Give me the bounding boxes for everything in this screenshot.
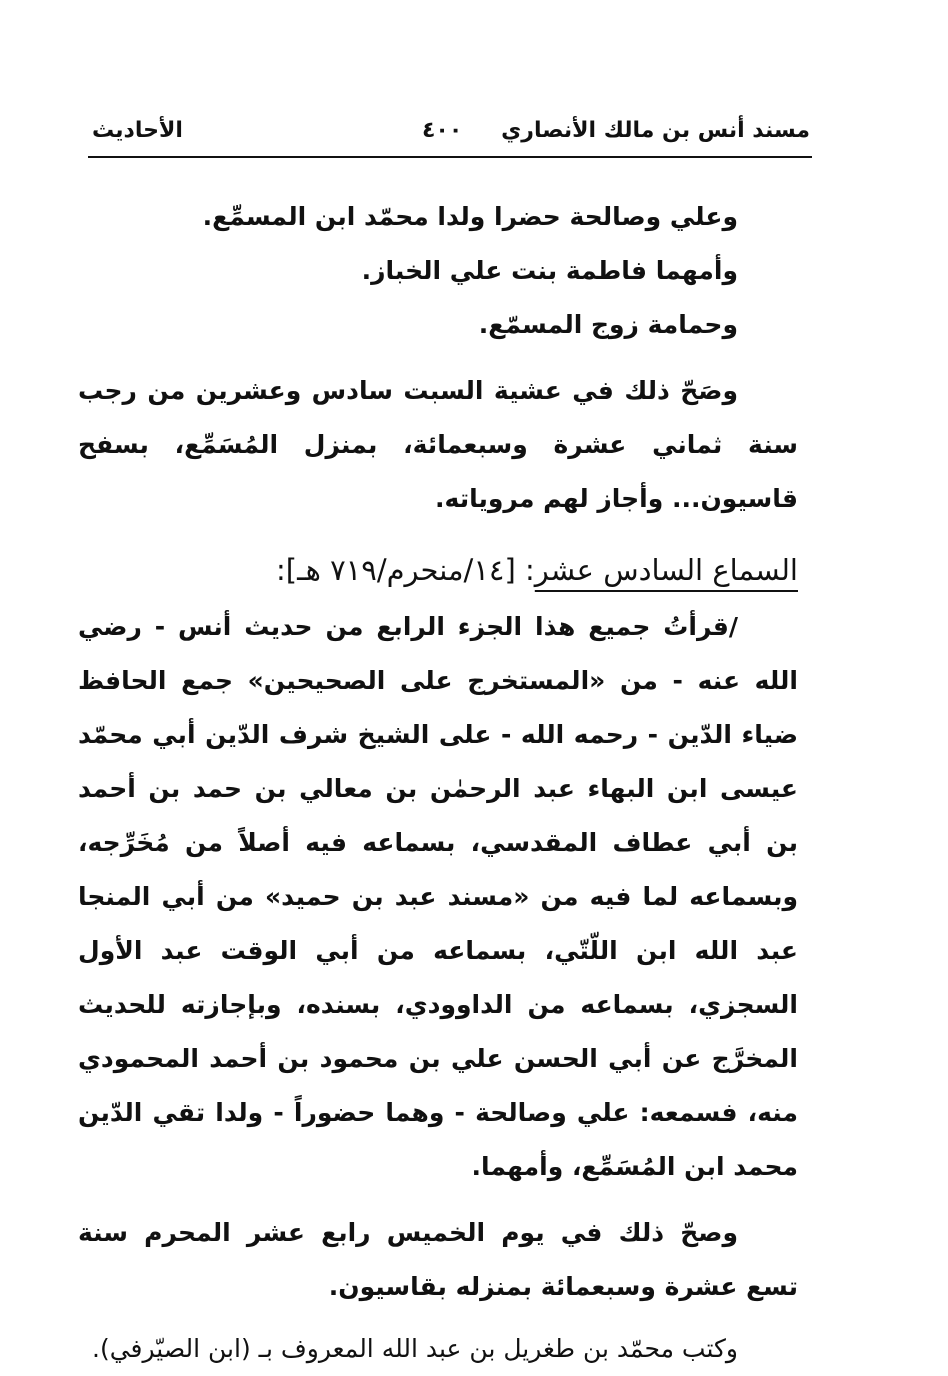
running-header: [92, 118, 810, 158]
page-body: [78, 190, 798, 1376]
paragraph: [78, 600, 798, 1194]
text-line: وعلي وصالحة حضرا ولدا محمّد ابن المسمِّع.: [202, 202, 738, 231]
signature-line: وكتب محمّد بن طغريل بن عبد الله المعروف بـ (ابن الصيّرفي).: [92, 1334, 738, 1363]
header-divider: [88, 156, 812, 158]
heading-date: : [١٤/منحرم/٧١٩ هـ]:: [275, 553, 535, 587]
section-name: الأحاديث: [92, 118, 183, 143]
heading-title: السماع السادس عشر: [534, 553, 798, 587]
section-heading: [78, 540, 798, 600]
book-title: مسند أنس بن مالك الأنصاري: [501, 118, 810, 143]
paragraph-text: وصَحّ ذلك في عشية السبت سادس وعشرين من رجب سنة ثماني عشرة وسبعمائة، بمنزل المُسَمِّع، بسفح قاسيون... وأجاز لهم مروياته.: [78, 376, 798, 513]
paragraph-text: /قرأتُ جميع هذا الجزء الرابع من حديث أنس - رضي الله عنه - من «المستخرج على الصحيحين» جمع الحافظ ضياء الدّين - رحمه الله - على الشيخ شرف الدّين أبي محمّد عيسى ابن البهاء عبد الرحمٰن بن معالي بن حمد بن أحمد بن أبي عطاف المقدسي، بسماعه فيه أصلاً من مُخَرِّجه، وبسماعه لما فيه من «مسند عبد بن حميد» من أبي المنجا عبد الله ابن اللّتّي، بسماعه من أبي الوقت عبد الأول السجزي، بسماعه من الداوودي، بسنده، وبإجازته للحديث المخرَّج عن أبي الحسن علي بن محمود بن أحمد المحمودي منه، فسمعه: علي وصالحة - وهما حضوراً - ولدا تقي الدّين محمد ابن المُسَمِّع، وأمهما.: [78, 612, 798, 1181]
paragraph-text: وصحّ ذلك في يوم الخميس رابع عشر المحرم سنة تسع عشرة وسبعمائة بمنزله بقاسيون.: [78, 1218, 798, 1301]
page-number: ٤٠٠: [422, 118, 463, 143]
text-line: وأمهما فاطمة بنت علي الخباز.: [361, 256, 738, 285]
text-line: وحمامة زوج المسمّع.: [478, 310, 738, 339]
paragraph: [78, 364, 798, 526]
paragraph: [78, 1206, 798, 1314]
